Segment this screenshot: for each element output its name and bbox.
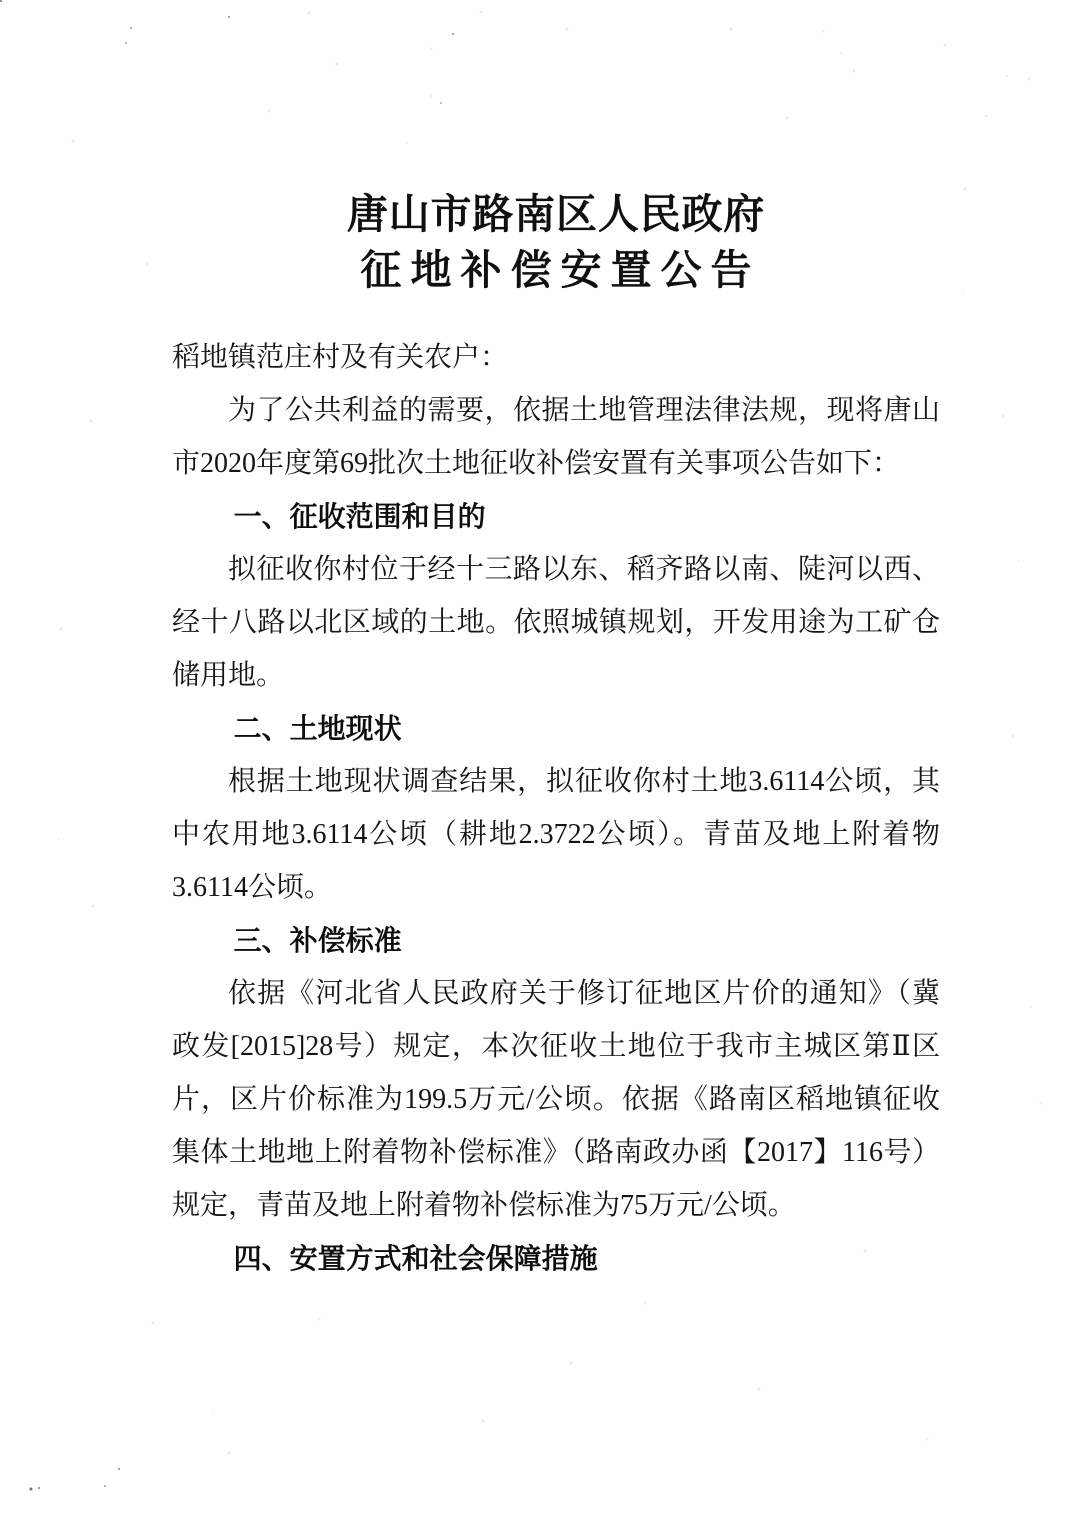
section-3-paragraph: 依据《河北省人民政府关于修订征地区片价的通知》（冀政发[2015]28号）规定，本次征收土地位于我市主城区第Ⅱ区片，区片价标准为199.5万元/公顷。依据《路南区稻地镇征收集体土地地上附着物补偿标准》（路南政办函【2017】116号）规定，青苗及地上附着物补偿标准为75万元/公顷。 [172,978,940,1221]
intro-paragraph: 为了公共利益的需要，依据土地管理法律法规，现将唐山市2020年度第69批次土地征收补偿安置有关事项公告如下： [172,395,940,479]
salutation: 稻地镇范庄村及有关农户： [172,342,509,373]
section-1-paragraph: 拟征收你村位于经十三路以东、稻齐路以南、陡河以西、经十八路以北区域的土地。依照城镇规划，开发用途为工矿仓储用地。 [172,554,940,691]
document-title-subject: 征地补偿安置公告 [360,247,761,293]
scan-noise-dark-specks [0,0,2,2]
section-4-heading: 四、安置方式和社会保障措施 [233,1243,598,1274]
document-body [172,186,940,1285]
section-3-heading: 三、补偿标准 [233,925,402,956]
section-1-heading: 一、征收范围和目的 [233,501,486,532]
document-title-issuer: 唐山市路南区人民政府 [346,191,766,237]
section-2-heading: 二、土地现状 [233,713,402,744]
section-2-paragraph: 根据土地现状调查结果，拟征收你村土地3.6114公顷，其中农用地3.6114公顷（耕地2.3722公顷）。青苗及地上附着物3.6114公顷。 [172,766,940,903]
document-header [172,186,940,298]
scan-noise-light-specks [0,0,2,2]
